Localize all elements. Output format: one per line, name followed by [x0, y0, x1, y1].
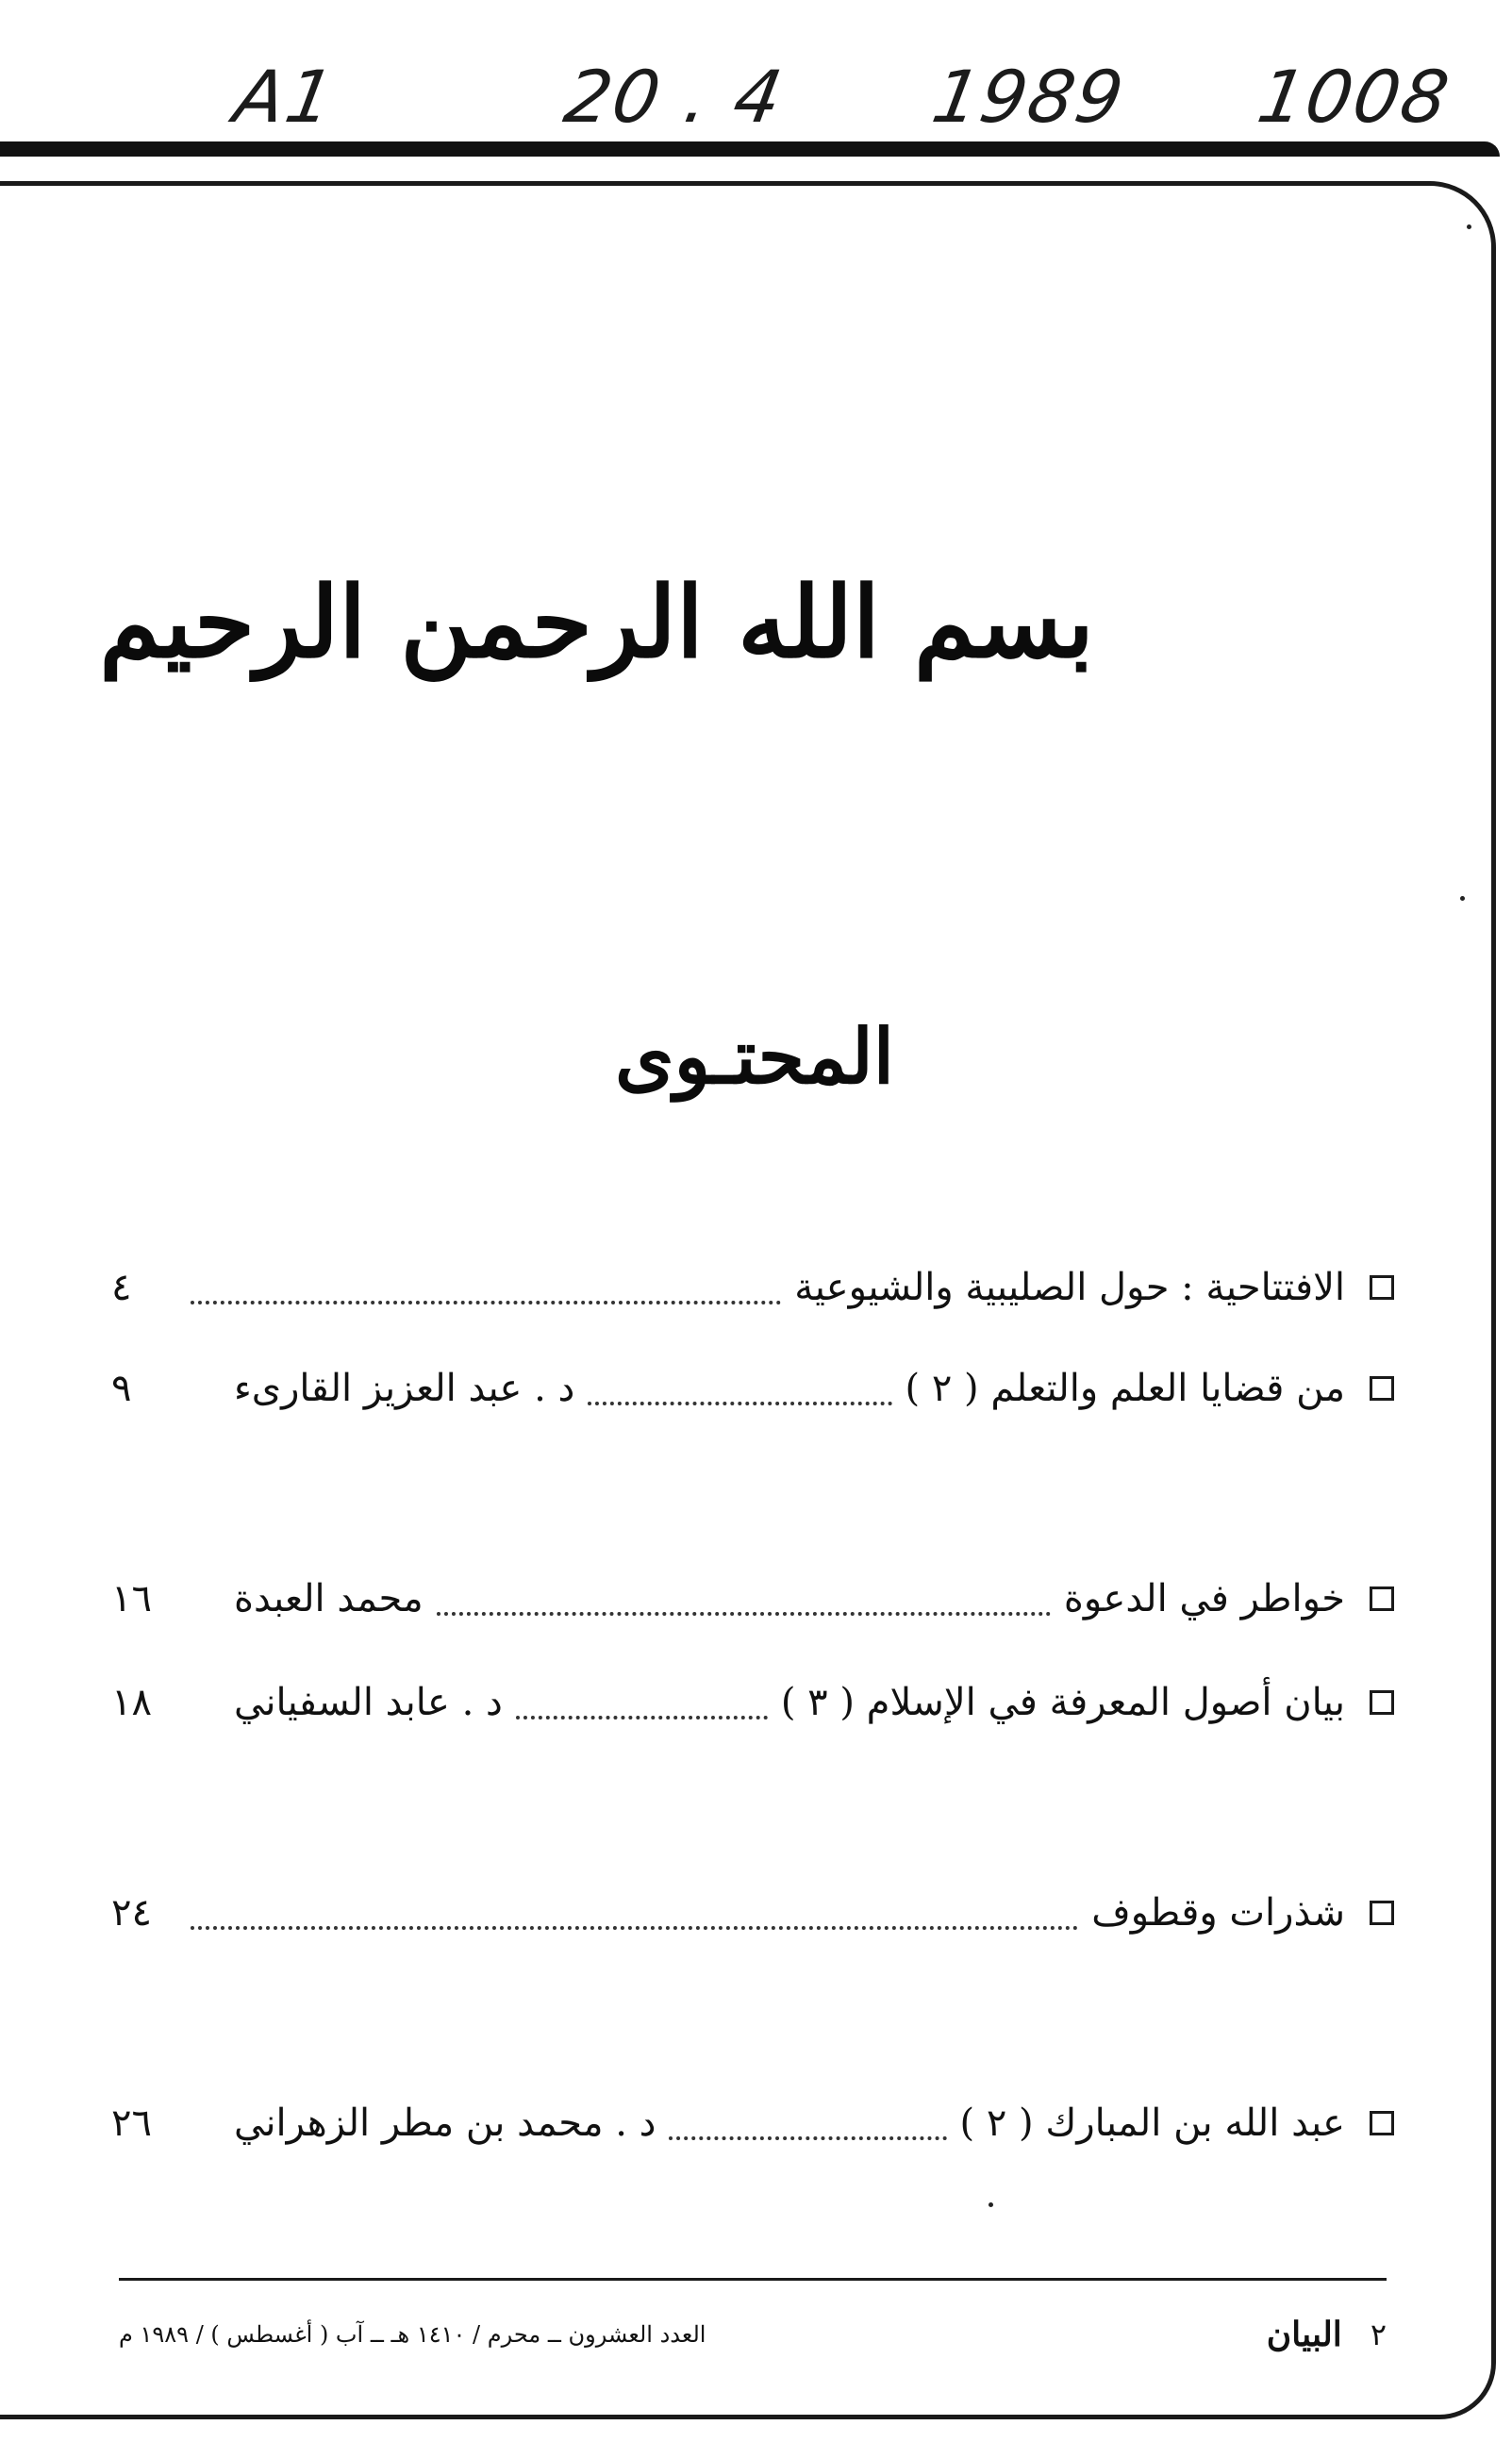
footer-rule [119, 2278, 1387, 2281]
checkbox-square-icon [1370, 2111, 1394, 2135]
toc-page-number: ١٦ [111, 1577, 152, 1620]
toc-title: من قضايا العلم والتعلم ( ٢ ) [905, 1367, 1345, 1410]
toc-author: د . عبد العزيز القارىء [234, 1367, 575, 1410]
toc-title: عبد الله بن المبارك ( ٢ ) [959, 2101, 1345, 2145]
toc-page-number: ٢٦ [111, 2101, 152, 2145]
toc-entry[interactable] [111, 1355, 1394, 1421]
toc-author: د . محمد بن مطر الزهراني [234, 2101, 656, 2145]
toc-author: محمد العبدة [234, 1577, 424, 1620]
dot-leader [191, 1926, 1078, 1930]
checkbox-square-icon [1370, 1376, 1394, 1401]
toc-author: د . عابد السفياني [234, 1681, 503, 1724]
toc-title: خواطر في الدعوة [1063, 1577, 1345, 1620]
handwritten-annotation [0, 26, 1512, 140]
checkbox-square-icon [1370, 1586, 1394, 1611]
toc-entry[interactable] [111, 1670, 1394, 1736]
footer-page-number: ٢ [1370, 2317, 1387, 2352]
handwritten-code: A1 [228, 55, 342, 139]
issue-info: العدد العشرون ــ محرم / ١٤١٠ هـ ــ آب ( أغسطس ) / ١٩٨٩ م [119, 2321, 706, 2348]
toc-page-number: ٤ [111, 1266, 132, 1309]
toc-page-number: ١٨ [111, 1681, 152, 1724]
basmala-calligraphy: بسم الله الرحمن الرحيم [99, 564, 1094, 680]
scan-speck [1467, 224, 1471, 229]
checkbox-square-icon [1370, 1901, 1394, 1925]
top-rule [0, 141, 1500, 157]
toc-page-number: ٩ [111, 1367, 132, 1410]
toc-title: بيان أصول المعرفة في الإسلام ( ٣ ) [780, 1681, 1345, 1724]
magazine-name: البيان [1266, 2315, 1342, 2354]
toc-entry[interactable] [111, 1566, 1394, 1632]
scan-speck [989, 2202, 993, 2207]
contents-title: المحتـوى [614, 1012, 894, 1101]
dot-leader [588, 1402, 891, 1405]
scan-speck [1460, 896, 1465, 901]
dot-leader [191, 1301, 781, 1304]
footer-masthead [1267, 2315, 1387, 2354]
handwritten-year: 1989 [926, 55, 1132, 139]
toc-page-number: ٢٤ [111, 1891, 152, 1935]
checkbox-square-icon [1370, 1275, 1394, 1300]
toc-entry[interactable] [111, 2090, 1394, 2156]
toc-title: شذرات وقطوف [1091, 1891, 1345, 1935]
dot-leader [669, 2136, 946, 2140]
handwritten-number: 1008 [1252, 55, 1457, 139]
handwritten-day-month: 20 . 4 [558, 55, 790, 139]
toc-entry[interactable] [111, 1254, 1394, 1321]
dot-leader [516, 1716, 768, 1719]
toc-entry[interactable] [111, 1880, 1394, 1946]
dot-leader [437, 1612, 1051, 1616]
toc-title: الافتتاحية : حول الصليبية والشيوعية [794, 1266, 1345, 1309]
checkbox-square-icon [1370, 1690, 1394, 1715]
page-footer [119, 2301, 1387, 2367]
